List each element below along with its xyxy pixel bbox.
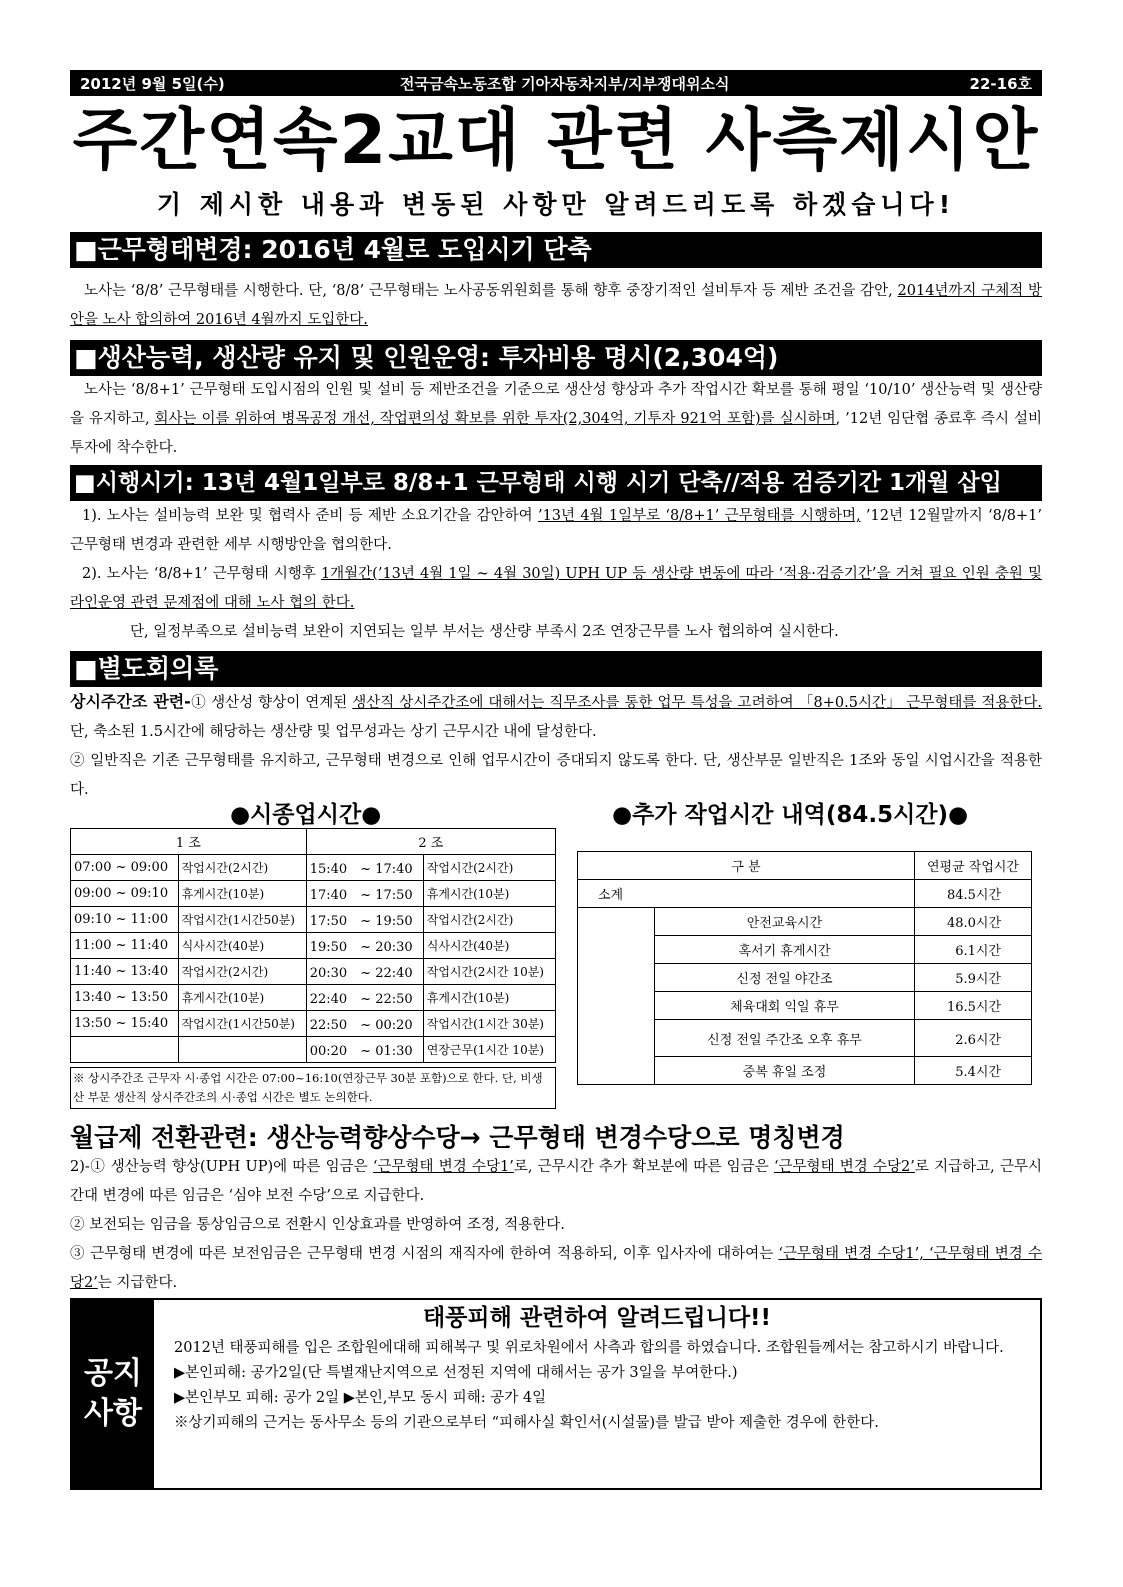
- section-heading-work-type: ■근무형태변경: 2016년 4월로 도입시기 단축: [70, 232, 1042, 268]
- text: 로, 근무시간 추가 확보분에 따른 임금은: [513, 1159, 774, 1175]
- underlined-text: ’13년 4월 1일부로 ‘8/8+1’ 근무형태를 시행하며,: [537, 508, 861, 524]
- wage-body: [70, 1153, 1042, 1298]
- activity-cell: 작업시간(2시간): [178, 959, 306, 985]
- item-cell: 신정 전일 야간조: [655, 964, 915, 992]
- table-row: [578, 964, 1032, 992]
- section-heading-capacity: ■생산능력, 생산량 유지 및 인원운영: 투자비용 명시(2,304억): [70, 340, 1042, 376]
- section-heading-minutes: ■별도회의록: [70, 651, 1042, 687]
- notice-side-label-top: 공지: [84, 1356, 142, 1391]
- time-range-cell: [71, 1037, 179, 1063]
- notice-box: [70, 1298, 1042, 1490]
- underlined-text: 1개월간(’13년 4월 1일 ~ 4월 30일) UPH UP 등 생산량 변동에 따라 ‘적용·검증기간’을 거쳐 필요 인원 충원 및 라인운영 관련 문제점에 대해 노사 협의 한다.: [70, 566, 1042, 611]
- activity-cell: 식사시간(40분): [178, 933, 306, 959]
- time-range-cell: 13:40 ~ 13:50: [71, 985, 179, 1011]
- text: 노사는 ‘8/8’ 근무형태를 시행한다. 단, ‘8/8’ 근무형태는 노사공동위원회를 통해 향후 중장기적인 설비투자 등 제반 조건을 감안,: [84, 283, 898, 299]
- section-body-work-type: [70, 277, 1042, 335]
- time-range-cell: 19:50 ~ 20:30: [306, 933, 423, 959]
- underlined-text: ‘근무형태 변경 수당2’: [773, 1159, 915, 1175]
- table-row: [71, 1037, 556, 1063]
- extra-hours-table: [577, 851, 1032, 1085]
- item-cell: 중복 휴일 조정: [655, 1057, 915, 1085]
- table-row: [71, 959, 556, 985]
- indent-cell: [578, 992, 655, 1020]
- section-body-minutes: [70, 687, 1042, 805]
- table-row: [578, 1020, 1032, 1057]
- time-range-cell: 22:40 ~ 22:50: [306, 985, 423, 1011]
- header-bar: [70, 70, 1042, 96]
- notice-item: ▶본인피해: 공가2일(단 특별재난지역으로 선정된 지역에 대해서는 공가 3일을 부여한다.): [174, 1365, 738, 1381]
- text: ③ 근무형태 변경에 따른 보전임금은 근무형태 변경 시점의 재직자에 한하여 적용하되, 이후 입사자에 대하여는: [70, 1246, 779, 1262]
- time-range-cell: 00:20 ~ 01:30: [306, 1037, 423, 1063]
- table-header-row: [71, 829, 556, 855]
- text: ① 생산성 향상이 연계된: [190, 695, 353, 711]
- extra-hours-heading: ●추가 작업시간 내역(84.5시간)●: [612, 802, 969, 828]
- activity-cell: 작업시간(2시간): [423, 855, 555, 881]
- text: 단, 축소된 1.5시간에 해당하는 생산량 및 업무성과는 상기 근무시간 내에 달성한다.: [70, 724, 597, 740]
- section-body-schedule: [70, 502, 1042, 647]
- underlined-text: 회사는 이를 위하여 병목공정 개선, 작업편의성 확보를 위한 투자(2,304억, 기투자 921억 포함)를 실시하며: [154, 411, 836, 427]
- publisher: 전국금속노동조합 기아자동차지부/지부쟁대위소식: [400, 75, 730, 93]
- time-range-cell: 09:10 ~ 11:00: [71, 907, 179, 933]
- lead-label: 상시주간조 관련-: [70, 692, 191, 711]
- activity-cell: 휴게시간(10분): [423, 985, 555, 1011]
- activity-cell: 식사시간(40분): [423, 933, 555, 959]
- item-cell: 안전교육시간: [655, 908, 915, 936]
- activity-cell: 작업시간(1시간50분): [178, 1011, 306, 1037]
- time-range-cell: 11:40 ~ 13:40: [71, 959, 179, 985]
- text: 단, 일정부족으로 설비능력 보완이 지연되는 일부 부서는 생산량 부족시 2조 연장근무를 노사 협의하여 실시한다.: [130, 624, 839, 640]
- activity-cell: 작업시간(2시간): [178, 855, 306, 881]
- issue-date: 2012년 9월 5일(수): [80, 75, 225, 93]
- issue-number: 22-16호: [969, 75, 1032, 93]
- text: 2). 노사는 ‘8/8+1’ 근무형태 시행후: [82, 566, 321, 582]
- underlined-text: 2014년까지 구체적 방안을 노사 합의하여 2016년 4월까지 도입한다.: [70, 283, 1042, 328]
- table-row: [71, 933, 556, 959]
- notice-body: [160, 1300, 1034, 1436]
- page-title: 주간연속2교대 관련 사측제시안: [72, 101, 1040, 179]
- text: 는 지급한다.: [97, 1275, 178, 1291]
- section-heading-schedule: ■시행시기: 13년 4월1일부로 8/8+1 근무형태 시행 시기 단축//적용 검증기간 1개월 삽입: [70, 465, 1042, 501]
- table-row: [71, 907, 556, 933]
- notice-item: ▶본인부모 피해: 공가 2일 ▶본인,부모 동시 피해: 공가 4일: [174, 1390, 547, 1406]
- activity-cell: [178, 1037, 306, 1063]
- page-subtitle: 기 제시한 내용과 변동된 사항만 알려드리도록 하겠습니다!: [156, 190, 956, 219]
- activity-cell: 작업시간(2시간): [423, 907, 555, 933]
- shift-schedule-table: [70, 828, 556, 1063]
- schedule-heading: ●시종업시간●: [230, 802, 382, 828]
- table-row: [578, 1057, 1032, 1085]
- indent-cell: [578, 936, 655, 964]
- header-cell: 구 분: [578, 852, 915, 880]
- text: 2)-① 생산능력 향상(UPH UP)에 따른 임금은: [70, 1159, 373, 1175]
- value-cell: 5.4시간: [914, 1057, 1031, 1085]
- activity-cell: 연장근무(1시간 10분): [423, 1037, 555, 1063]
- time-range-cell: 17:40 ~ 17:50: [306, 881, 423, 907]
- header-cell: 1 조: [71, 829, 307, 855]
- activity-cell: 작업시간(1시간 30분): [423, 1011, 555, 1037]
- text: ② 보전되는 임금을 통상임금으로 전환시 인상효과를 반영하여 조정, 적용한다.: [70, 1217, 565, 1233]
- header-cell: 연평균 작업시간: [914, 852, 1031, 880]
- table-row: [578, 936, 1032, 964]
- underlined-text: 생산직 상시주간조에 대해서는 직무조사를 통한 업무 특성을 고려하여 「8+0.5시간」 근무형태를 적용한다.: [352, 695, 1042, 711]
- time-range-cell: 11:00 ~ 11:40: [71, 933, 179, 959]
- activity-cell: 휴게시간(10분): [423, 881, 555, 907]
- item-cell: 혹서기 휴게시간: [655, 936, 915, 964]
- section-body-capacity: [70, 376, 1042, 463]
- table-row: [578, 908, 1032, 936]
- notice-paragraph: 2012년 태풍피해를 입은 조합원에대해 피해복구 및 위로차원에서 사측과 합의를 하였습니다. 조합원들께서는 참고하시기 바랍니다.: [174, 1340, 1004, 1356]
- notice-side-label-bottom: 사항: [84, 1396, 142, 1431]
- text: , ’12년 임단협 종료후 즉시 설비투자에 착수한다.: [70, 411, 1042, 456]
- table-row: [71, 855, 556, 881]
- table-row: [578, 992, 1032, 1020]
- notice-item: ※상기피해의 근거는 동사무소 등의 기관으로부터 “피해사실 확인서(시설물)를 발급 받아 제출한 경우에 한한다.: [174, 1415, 879, 1431]
- activity-cell: 휴게시간(10분): [178, 881, 306, 907]
- indent-cell: [578, 964, 655, 992]
- value-cell: 16.5시간: [914, 992, 1031, 1020]
- text: ② 일반직은 기존 근무형태를 유지하고, 근무형태 변경으로 인해 업무시간이 증대되지 않도록 한다. 단, 생산부문 일반직은 1조와 동일 시업시간을 적용한다.: [70, 753, 1042, 798]
- table-row: [71, 985, 556, 1011]
- text: 1). 노사는 설비능력 보완 및 협력사 준비 등 제반 소요기간을 감안하여: [82, 508, 538, 524]
- value-cell: 5.9시간: [914, 964, 1031, 992]
- subtotal-value: 84.5시간: [914, 880, 1031, 908]
- time-range-cell: 20:30 ~ 22:40: [306, 959, 423, 985]
- wage-heading: 월급제 전환관련: 생산능력향상수당→ 근무형태 변경수당으로 명칭변경: [70, 1123, 845, 1152]
- time-range-cell: 09:00 ~ 09:10: [71, 881, 179, 907]
- underlined-text: ‘근무형태 변경 수당1’, ‘근무형태 변경 수당2’: [70, 1246, 1042, 1291]
- value-cell: 48.0시간: [914, 908, 1031, 936]
- notice-title: 태풍피해 관련하여 알려드립니다!!: [422, 1305, 772, 1331]
- value-cell: 2.6시간: [914, 1020, 1031, 1057]
- schedule-note: ※ 상시주간조 근무자 시·종업 시간은 07:00~16:10(연장근무 30분 포함)으로 한다. 단, 비생산 부문 생산직 상시주간조의 시·종업 시간은 별도 논의한다.: [70, 1067, 556, 1109]
- value-cell: 6.1시간: [914, 936, 1031, 964]
- table-row: [71, 881, 556, 907]
- underlined-text: ‘근무형태 변경 수당1’: [372, 1159, 514, 1175]
- activity-cell: 작업시간(1시간50분): [178, 907, 306, 933]
- notice-side-label: [72, 1300, 154, 1488]
- time-range-cell: 07:00 ~ 09:00: [71, 855, 179, 881]
- indent-cell: [578, 1020, 655, 1057]
- item-cell: 체육대회 익일 휴무: [655, 992, 915, 1020]
- text: 노사는 ‘8/8+1’ 근무형태 도입시점의 인원 및 설비 등 제반조건을 기준으로 생산성 향상과 추가 작업시간 확보를 통해 평일 ‘10/10’ 생산능력 및 생산량을 유지하고,: [70, 382, 1042, 427]
- table-row: [71, 1011, 556, 1037]
- activity-cell: 휴게시간(10분): [178, 985, 306, 1011]
- time-range-cell: 22:50 ~ 00:20: [306, 1011, 423, 1037]
- item-cell: 신정 전일 주간조 오후 휴무: [655, 1020, 915, 1057]
- time-range-cell: 17:50 ~ 19:50: [306, 907, 423, 933]
- text: ’12년 12월말까지 ‘8/8+1’ 근무형태 변경과 관련한 세부 시행방안을 협의한다.: [70, 508, 1042, 553]
- header-cell: 2 조: [306, 829, 555, 855]
- time-range-cell: 13:50 ~ 15:40: [71, 1011, 179, 1037]
- indent-cell: [578, 1057, 655, 1085]
- time-range-cell: 15:40 ~ 17:40: [306, 855, 423, 881]
- subtotal-label: 소계: [578, 880, 915, 908]
- activity-cell: 작업시간(2시간 10분): [423, 959, 555, 985]
- table-row: [578, 880, 1032, 908]
- table-header-row: [578, 852, 1032, 880]
- indent-cell: [578, 908, 655, 936]
- text: 로 지급하고, 근무시간대 변경에 따른 임금은 ‘심야 보전 수당’으로 지급한다.: [70, 1159, 1043, 1204]
